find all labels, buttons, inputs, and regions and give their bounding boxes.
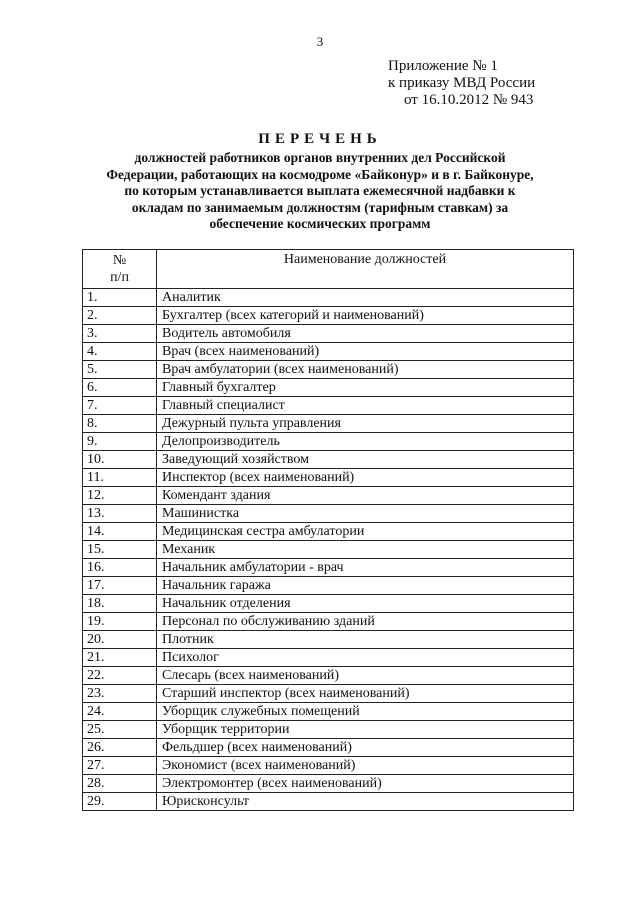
position-name: Слесарь (всех наименований) [157, 667, 574, 685]
appendix-line-3: от 16.10.2012 № 943 [404, 92, 534, 108]
position-name: Главный специалист [157, 397, 574, 415]
position-name: Плотник [157, 631, 574, 649]
subtitle-line: обеспечение космических программ [209, 216, 431, 231]
row-number: 15. [83, 541, 157, 559]
position-name: Механик [157, 541, 574, 559]
row-number: 24. [83, 703, 157, 721]
table-row [83, 415, 574, 433]
document-subtitle [90, 150, 550, 233]
appendix-line-2: к приказу МВД России [388, 75, 536, 91]
row-number: 17. [83, 577, 157, 595]
row-number: 28. [83, 775, 157, 793]
position-name: Уборщик территории [157, 721, 574, 739]
row-number: 1. [83, 289, 157, 307]
row-number: 22. [83, 667, 157, 685]
row-number: 3. [83, 325, 157, 343]
position-name: Начальник отделения [157, 595, 574, 613]
appendix-block [388, 58, 535, 109]
table-row [83, 361, 574, 379]
subtitle-line: окладам по занимаемым должностям (тарифным ставкам) за [131, 199, 509, 215]
table-row [83, 649, 574, 667]
table-row [83, 487, 574, 505]
position-name: Электромонтер (всех наименований) [157, 775, 574, 793]
position-name: Начальник амбулатории - врач [157, 559, 574, 577]
position-name: Экономист (всех наименований) [157, 757, 574, 775]
table-row [83, 667, 574, 685]
position-name: Фельдшер (всех наименований) [157, 739, 574, 757]
position-name: Врач амбулатории (всех наименований) [157, 361, 574, 379]
table-row [83, 505, 574, 523]
table-row [83, 541, 574, 559]
page-number: 3 [316, 34, 324, 49]
table-header-row [83, 250, 574, 289]
position-name: Уборщик служебных помещений [157, 703, 574, 721]
row-number: 7. [83, 397, 157, 415]
table-row [83, 685, 574, 703]
subtitle-line: по которым устанавливается выплата ежемесячной надбавки к [124, 183, 516, 198]
row-number: 25. [83, 721, 157, 739]
row-number: 10. [83, 451, 157, 469]
table-row [83, 289, 574, 307]
table-row [83, 523, 574, 541]
row-number: 18. [83, 595, 157, 613]
row-number: 6. [83, 379, 157, 397]
row-number: 8. [83, 415, 157, 433]
table-row [83, 577, 574, 595]
document-title: ПЕРЕЧЕНЬ [258, 131, 382, 147]
table-row [83, 739, 574, 757]
row-number: 19. [83, 613, 157, 631]
table-row [83, 469, 574, 487]
position-name: Начальник гаража [157, 577, 574, 595]
position-name: Дежурный пульта управления [157, 415, 574, 433]
table-row [83, 379, 574, 397]
position-name: Делопроизводитель [157, 433, 574, 451]
subtitle-line: должностей работников органов внутренних дел Российской [134, 150, 506, 165]
position-name: Медицинская сестра амбулатории [157, 523, 574, 541]
table-row [83, 451, 574, 469]
position-name: Бухгалтер (всех категорий и наименований) [157, 307, 574, 325]
table-row [83, 613, 574, 631]
table-row [83, 559, 574, 577]
position-name: Машинистка [157, 505, 574, 523]
position-name: Персонал по обслуживанию зданий [157, 613, 574, 631]
table-row [83, 433, 574, 451]
table-row [83, 595, 574, 613]
positions-table [82, 249, 574, 811]
row-number: 26. [83, 739, 157, 757]
table-row [83, 757, 574, 775]
table-body [83, 289, 574, 811]
row-number: 2. [83, 307, 157, 325]
table-row [83, 307, 574, 325]
header-number [83, 250, 157, 289]
header-number-line-1: № [112, 253, 127, 268]
row-number: 20. [83, 631, 157, 649]
row-number: 14. [83, 523, 157, 541]
row-number: 16. [83, 559, 157, 577]
row-number: 29. [83, 793, 157, 811]
row-number: 21. [83, 649, 157, 667]
table-row [83, 343, 574, 361]
table-row [83, 721, 574, 739]
row-number: 12. [83, 487, 157, 505]
position-name: Аналитик [157, 289, 574, 307]
row-number: 27. [83, 757, 157, 775]
row-number: 5. [83, 361, 157, 379]
position-name: Заведующий хозяйством [157, 451, 574, 469]
position-name: Главный бухгалтер [157, 379, 574, 397]
row-number: 11. [83, 469, 157, 487]
position-name: Инспектор (всех наименований) [157, 469, 574, 487]
row-number: 9. [83, 433, 157, 451]
row-number: 23. [83, 685, 157, 703]
table-row [83, 325, 574, 343]
position-name: Водитель автомобиля [157, 325, 574, 343]
table-row [83, 775, 574, 793]
position-name: Комендант здания [157, 487, 574, 505]
appendix-line-1: Приложение № 1 [388, 58, 498, 74]
table-row [83, 631, 574, 649]
table-row [83, 793, 574, 811]
position-name: Юрисконсульт [157, 793, 574, 811]
position-name: Врач (всех наименований) [157, 343, 574, 361]
subtitle-line: Федерации, работающих на космодроме «Байконур» и в г. Байконуре, [106, 166, 534, 182]
row-number: 4. [83, 343, 157, 361]
position-name: Психолог [157, 649, 574, 667]
position-name: Старший инспектор (всех наименований) [157, 685, 574, 703]
table-row [83, 397, 574, 415]
header-position-name: Наименование должностей [157, 250, 574, 289]
row-number: 13. [83, 505, 157, 523]
table-row [83, 703, 574, 721]
header-number-line-2: п/п [110, 270, 129, 285]
